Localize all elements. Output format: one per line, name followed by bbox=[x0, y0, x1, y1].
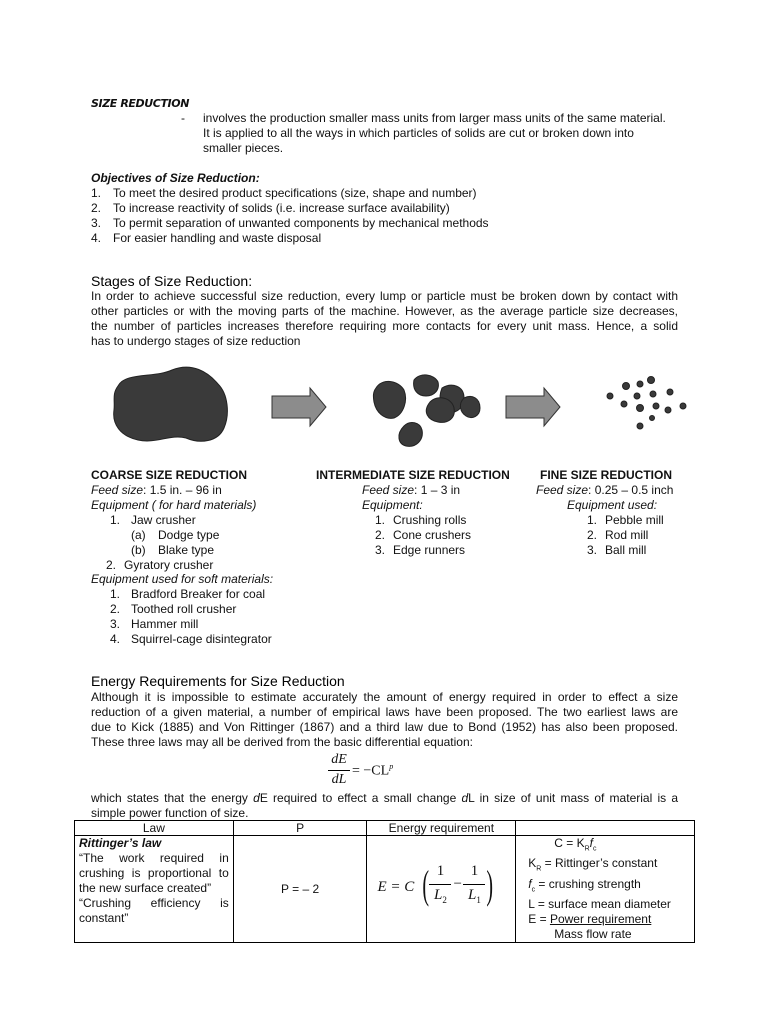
def-text: = crushing strength bbox=[535, 876, 641, 891]
formula-cell bbox=[367, 836, 516, 943]
feed-size-value: : 1 – 3 in bbox=[414, 483, 461, 497]
eq-denominator: dL bbox=[331, 772, 347, 787]
law-desc-line: the new surface created” bbox=[79, 881, 212, 895]
eq-fraction-bar bbox=[328, 770, 350, 771]
list-num: 2. bbox=[587, 528, 598, 542]
list-num: 3. bbox=[110, 617, 121, 631]
eq-rhs-text: = −CL bbox=[352, 763, 390, 779]
objective-text: For easier handling and waste disposal bbox=[113, 231, 322, 245]
list-item: Edge runners bbox=[393, 543, 466, 557]
table-row bbox=[75, 836, 695, 943]
p-cell bbox=[233, 836, 367, 943]
objective-text: To meet the desired product specifications (size, shape and number) bbox=[113, 186, 477, 200]
p-value: P = – 2 bbox=[281, 882, 320, 897]
paren-left: ( bbox=[422, 862, 430, 908]
frac2-num: 1 bbox=[470, 863, 479, 880]
def-text: E = bbox=[528, 912, 550, 927]
law-cell bbox=[75, 836, 234, 943]
col-header-energy: Energy requirement bbox=[367, 821, 516, 836]
def-sub: c bbox=[531, 886, 536, 894]
objective-num: 1. bbox=[91, 186, 102, 200]
arrow-right-icon bbox=[272, 388, 326, 426]
coarse-equip-soft: Equipment used for soft materials: bbox=[91, 572, 274, 586]
text-run: E required to effect a small change bbox=[259, 791, 462, 805]
intermediate-title: INTERMEDIATE SIZE REDUCTION bbox=[316, 468, 510, 482]
energy-para-line-3: due to Kick (1885) and Von Rittinger (1867) and a third law due to Bond (1952) has also been proposed. bbox=[91, 720, 678, 734]
objective-num: 3. bbox=[91, 216, 102, 230]
section-title-size-reduction: SIZE REDUCTION bbox=[91, 97, 190, 110]
list-num: 2. bbox=[110, 602, 121, 616]
feed-size-label: Feed size bbox=[362, 483, 415, 497]
fine-particles bbox=[607, 377, 686, 430]
text-run: which states that the energy bbox=[91, 791, 254, 805]
intermediate-equip: Equipment: bbox=[362, 498, 423, 512]
text-run: L in size of unit mass of material is a bbox=[468, 791, 678, 805]
list-num: 1. bbox=[587, 513, 598, 527]
col-header-law: Law bbox=[75, 821, 234, 836]
list-item: Dodge type bbox=[158, 528, 220, 542]
text-run: d bbox=[253, 791, 260, 805]
list-item: Cone crushers bbox=[393, 528, 472, 542]
table-header-row bbox=[75, 821, 695, 836]
def-text: f bbox=[528, 876, 532, 891]
objective-num: 4. bbox=[91, 231, 102, 245]
list-item: Blake type bbox=[158, 543, 215, 557]
objective-text: To increase reactivity of solids (i.e. increase surface availability) bbox=[113, 201, 450, 215]
law-desc-line: “Crushing efficiency is bbox=[79, 896, 229, 910]
list-num: 3. bbox=[375, 543, 386, 557]
formula-lhs: E = C bbox=[377, 879, 415, 896]
energy-para-line-2: reduction of a given material, a number of empirical laws have been proposed. The two earliest laws are bbox=[91, 705, 678, 719]
fine-equip: Equipment used: bbox=[567, 498, 658, 512]
frac1-den-l: L bbox=[434, 887, 443, 904]
intermediate-particle bbox=[426, 398, 454, 423]
fine-feed-size bbox=[536, 483, 673, 498]
stages-heading-text: Stages of Size Reduction bbox=[91, 273, 249, 289]
size-reduction-figure bbox=[100, 358, 700, 458]
list-item: Toothed roll crusher bbox=[131, 602, 237, 616]
list-item: Pebble mill bbox=[605, 513, 664, 527]
stages-heading bbox=[91, 274, 252, 289]
list-item: Squirrel-cage disintegrator bbox=[131, 632, 272, 646]
list-item: Jaw crusher bbox=[131, 513, 196, 527]
paren-right: ) bbox=[486, 862, 494, 908]
intermediate-particle bbox=[399, 423, 422, 447]
list-item: Bradford Breaker for coal bbox=[131, 587, 266, 601]
law-desc-line: constant” bbox=[79, 911, 129, 925]
definition-c bbox=[528, 836, 690, 856]
frac2-bar bbox=[463, 884, 485, 885]
definition-line-3: smaller pieces. bbox=[203, 141, 284, 155]
stages-para-line-2: other particles or with the moving parts of the machine. However, as the average particle size decreases, bbox=[91, 304, 678, 318]
feed-size-label: Feed size bbox=[91, 483, 144, 497]
list-num: 1. bbox=[110, 513, 121, 527]
list-item: Ball mill bbox=[605, 543, 647, 557]
intermediate-particle bbox=[460, 396, 480, 417]
text-run: d bbox=[461, 791, 469, 805]
stages-para-line-4: has to undergo stages of size reduction bbox=[91, 334, 301, 348]
col-header-p: P bbox=[233, 821, 367, 836]
frac1-num: 1 bbox=[436, 863, 445, 880]
def-text: K bbox=[528, 856, 537, 871]
list-num: 2. bbox=[106, 558, 117, 572]
list-item: Crushing rolls bbox=[393, 513, 467, 527]
stages-heading-colon: : bbox=[248, 273, 253, 289]
stages-para-line-3: the number of particles increases therefore requiring more contacts for every unit mass. Hence, a solid bbox=[91, 319, 678, 333]
def-text: = Rittinger’s constant bbox=[541, 856, 658, 871]
arrow-right-icon bbox=[506, 388, 560, 426]
list-num: 2. bbox=[375, 528, 386, 542]
energy-heading: Energy Requirements for Size Reduction bbox=[91, 673, 345, 689]
fine-title: FINE SIZE REDUCTION bbox=[540, 468, 673, 482]
col-header-blank bbox=[516, 821, 695, 836]
coarse-feed-size bbox=[91, 483, 222, 498]
list-item: Hammer mill bbox=[131, 617, 199, 631]
energy-para-line-4: These three laws may all be derived from the basic differential equation: bbox=[91, 735, 473, 749]
law-desc-line: crushing is proportional to bbox=[79, 866, 229, 880]
def-text: C = K bbox=[554, 836, 585, 850]
def-sub: R bbox=[536, 865, 542, 873]
list-item: Gyratory crusher bbox=[124, 558, 214, 572]
def-text: f bbox=[589, 836, 594, 850]
list-num: (a) bbox=[131, 528, 146, 542]
definition-line-2: It is applied to all the ways in which particles of solids are cut or broken down into bbox=[203, 126, 634, 140]
feed-size-value: : 1.5 in. – 96 in bbox=[143, 483, 222, 497]
feed-size-value: : 0.25 – 0.5 inch bbox=[588, 483, 674, 497]
def-sub: c bbox=[593, 845, 597, 853]
def-text: Mass flow rate bbox=[554, 927, 632, 942]
definitions-cell bbox=[516, 836, 695, 943]
def-text: Power requirement bbox=[549, 912, 652, 927]
objective-num: 2. bbox=[91, 201, 102, 215]
eq-rhs bbox=[352, 762, 393, 780]
law-name: Rittinger’s law bbox=[79, 836, 162, 850]
frac2-den-sub: 1 bbox=[476, 895, 481, 906]
list-num: (b) bbox=[131, 543, 146, 557]
frac1-den-sub: 2 bbox=[442, 895, 447, 906]
list-num: 1. bbox=[375, 513, 386, 527]
energy-para-line-1: Although it is impossible to estimate accurately the amount of energy required in order to effect a size bbox=[91, 690, 678, 704]
law-desc-line: “The work required in bbox=[79, 851, 229, 865]
frac2-den bbox=[463, 887, 485, 905]
list-item: Rod mill bbox=[605, 528, 649, 542]
intermediate-feed-size bbox=[362, 483, 460, 498]
definition-l bbox=[528, 897, 690, 912]
definition-fc bbox=[528, 877, 690, 897]
energy-after-line-2: simple power function of size. bbox=[91, 806, 249, 820]
list-num: 3. bbox=[587, 543, 598, 557]
eq-numerator: dE bbox=[331, 752, 347, 767]
frac2-den-l: L bbox=[468, 887, 477, 904]
intermediate-particle bbox=[373, 381, 405, 418]
def-text: L bbox=[528, 897, 535, 912]
frac1-den bbox=[429, 887, 451, 905]
list-num: 1. bbox=[110, 587, 121, 601]
rittinger-formula bbox=[371, 859, 511, 919]
minus-sign: − bbox=[453, 876, 462, 893]
def-sub: R bbox=[584, 845, 590, 853]
coarse-title: COARSE SIZE REDUCTION bbox=[91, 468, 248, 482]
definition-kr bbox=[528, 856, 690, 876]
definition-dash: - bbox=[181, 111, 185, 125]
objective-text: To permit separation of unwanted components by mechanical methods bbox=[113, 216, 489, 230]
def-text: = surface mean diameter bbox=[534, 897, 671, 912]
energy-laws-table bbox=[74, 820, 695, 943]
intermediate-particle bbox=[414, 375, 439, 396]
feed-size-label: Feed size bbox=[536, 483, 589, 497]
objectives-heading: Objectives of Size Reduction: bbox=[91, 171, 260, 185]
coarse-equip-hard: Equipment ( for hard materials) bbox=[91, 498, 257, 512]
coarse-particle bbox=[114, 367, 228, 441]
energy-after-line-1 bbox=[91, 791, 678, 806]
definition-e bbox=[528, 912, 690, 927]
list-num: 4. bbox=[110, 632, 121, 646]
eq-exponent: p bbox=[389, 762, 394, 771]
stages-para-line-1: In order to achieve successful size reduction, every lump or particle must be broken down by contact with bbox=[91, 289, 678, 303]
frac1-bar bbox=[429, 884, 451, 885]
definition-line-1: involves the production smaller mass units from larger mass units of the same material. bbox=[203, 111, 666, 125]
definition-mass-flow bbox=[528, 927, 690, 942]
